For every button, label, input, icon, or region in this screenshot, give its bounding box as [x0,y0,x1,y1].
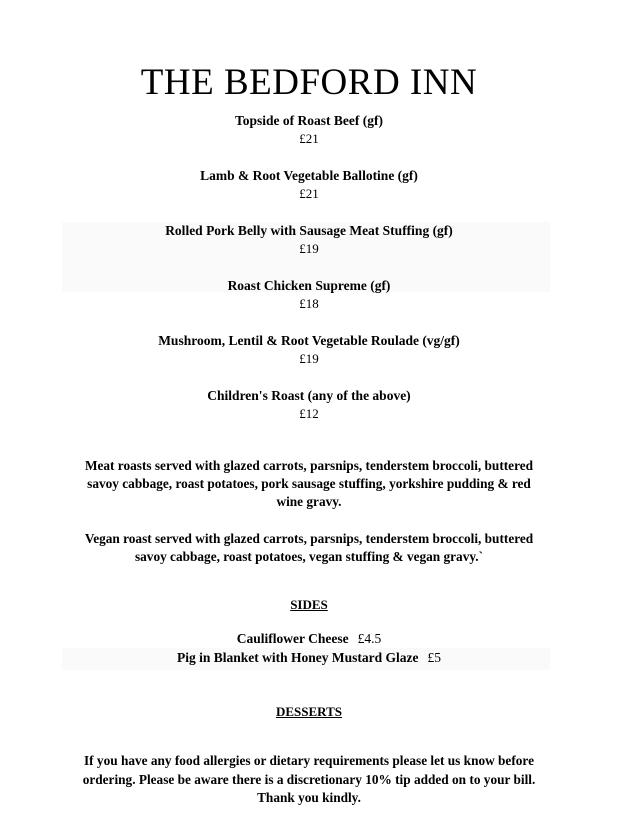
desserts-heading: DESSERTS [275,704,343,719]
allergy-notice: If you have any food allergies or dietary requirements please let us know before ordering. Please be aware there is a discretionary 10% tip added on to your bill. Thank you kindly. [82,753,536,805]
menu-item [0,167,618,222]
page-title: THE BEDFORD INN [140,61,478,103]
menu-item-name: Children's Roast (any of the above) [207,388,411,403]
vegan-roast-description: Vegan roast served with glazed carrots, parsnips, tenderstem broccoli, buttered savoy cabbage, roast potatoes, vegan stuffing & vegan gravy.` [84,531,534,564]
sides-list [0,629,618,667]
side-item [0,648,618,667]
menu-item [0,277,618,332]
side-item-name: Pig in Blanket with Honey Mustard Glaze [176,650,419,665]
mains-list [0,112,618,442]
menu-item [0,222,618,277]
menu-item-price: £21 [299,131,319,146]
menu-item-price: £21 [299,186,319,201]
menu-item-price: £18 [299,296,319,311]
menu-item-price: £19 [299,241,319,256]
menu-item [0,332,618,387]
side-item-price: £5 [427,650,441,665]
menu-item [0,112,618,167]
meat-roast-description: Meat roasts served with glazed carrots, parsnips, tenderstem broccoli, buttered savoy cabbage, roast potatoes, pork sausage stuffing, yorkshire pudding & red wine gravy. [84,458,534,509]
menu-item-name: Lamb & Root Vegetable Ballotine (gf) [200,168,418,183]
side-item [0,629,618,648]
menu-item [0,387,618,442]
menu-item-name: Rolled Pork Belly with Sausage Meat Stuffing (gf) [165,223,453,238]
side-item-price: £4.5 [357,631,382,646]
menu-item-name: Mushroom, Lentil & Root Vegetable Roulade (vg/gf) [158,333,460,348]
menu-item-price: £19 [299,351,319,366]
menu-item-name: Roast Chicken Supreme (gf) [227,278,391,293]
side-item-name: Cauliflower Cheese [236,631,349,646]
menu-item-name: Topside of Roast Beef (gf) [235,113,383,128]
menu-item-price: £12 [299,406,319,421]
sides-heading: SIDES [290,597,328,612]
